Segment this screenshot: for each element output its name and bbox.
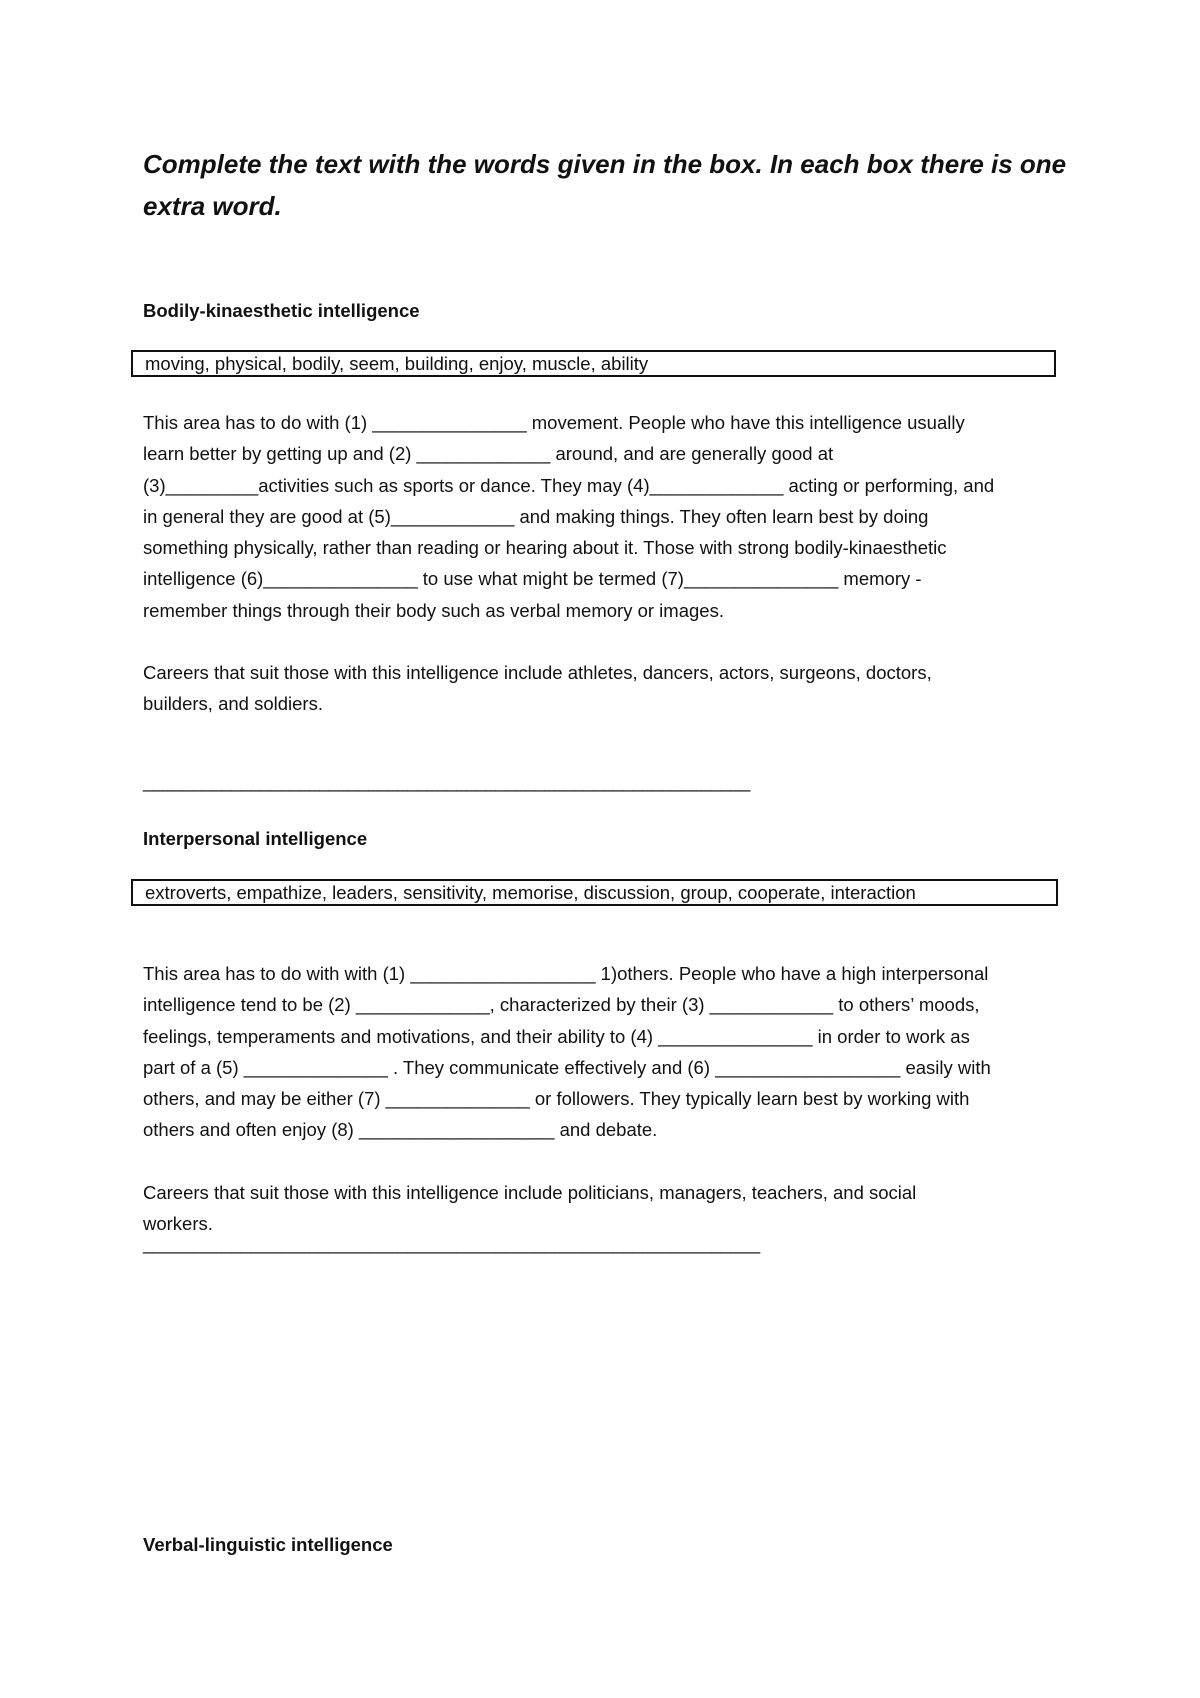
interpersonal-paragraph [143, 958, 1083, 1146]
bodily-careers [143, 657, 1083, 720]
interpersonal-line-2: intelligence tend to be (2) _____________, characterized by their (3) ____________ to others’ moods, [143, 994, 980, 1016]
interpersonal-careers-line-1: Careers that suit those with this intelligence include politicians, managers, teachers, and social [143, 1182, 917, 1203]
interpersonal-careers [143, 1177, 1083, 1240]
bodily-line-3: (3)_________activities such as sports or dance. They may (4)_____________ acting or performing, and [143, 474, 995, 496]
bodily-line-1: This area has to do with (1) _______________ movement. People who have this intelligence usually [143, 412, 965, 433]
interpersonal-line-3: feelings, temperaments and motivations, and their ability to (4) _______________ in order to work as [143, 1025, 970, 1047]
interpersonal-line-6: others and often enjoy (8) ___________________ and debate. [143, 1119, 658, 1141]
interpersonal-careers-line-2: workers. [143, 1213, 213, 1235]
bodily-careers-line-1: Careers that suit those with this intelligence include athletes, dancers, actors, surgeons, doctors, [143, 662, 932, 683]
verbal-heading: Verbal-linguistic intelligence [143, 1534, 393, 1555]
bodily-line-2: learn better by getting up and (2) _____________ around, and are generally good at [143, 443, 834, 465]
bodily-word-box: moving, physical, bodily, seem, building, enjoy, muscle, ability [131, 350, 1056, 377]
interpersonal-line-4: part of a (5) ______________ . They communicate effectively and (6) __________________ easily with [143, 1056, 991, 1078]
bodily-line-7: remember things through their body such as verbal memory or images. [143, 599, 724, 621]
bodily-heading: Bodily-kinaesthetic intelligence [143, 300, 420, 321]
instruction-line-1: Complete the text with the words given in the box. In each box there is one [143, 149, 1067, 179]
instruction-line-2: extra word. [143, 191, 282, 221]
bodily-line-4: in general they are good at (5)____________ and making things. They often learn best by doing [143, 505, 929, 527]
bodily-line-6: intelligence (6)_______________ to use what might be termed (7)_______________ memory - [143, 568, 922, 590]
section-separator: _______________________________________________________________ [143, 1233, 760, 1254]
interpersonal-word-box: extroverts, empathize, leaders, sensitivity, memorise, discussion, group, cooperate, interaction [131, 879, 1058, 906]
section-separator: ______________________________________________________________ [143, 771, 750, 792]
interpersonal-heading: Interpersonal intelligence [143, 828, 368, 849]
bodily-line-5: something physically, rather than reading or hearing about it. Those with strong bodily-kinaesthetic [143, 537, 947, 559]
instruction-text [143, 143, 1067, 227]
interpersonal-line-5: others, and may be either (7) ______________ or followers. They typically learn best by working with [143, 1088, 970, 1110]
bodily-paragraph [143, 407, 1083, 626]
bodily-careers-line-2: builders, and soldiers. [143, 693, 323, 715]
interpersonal-line-1: This area has to do with with (1) __________________ 1)others. People who have a high interpersonal [143, 963, 989, 984]
